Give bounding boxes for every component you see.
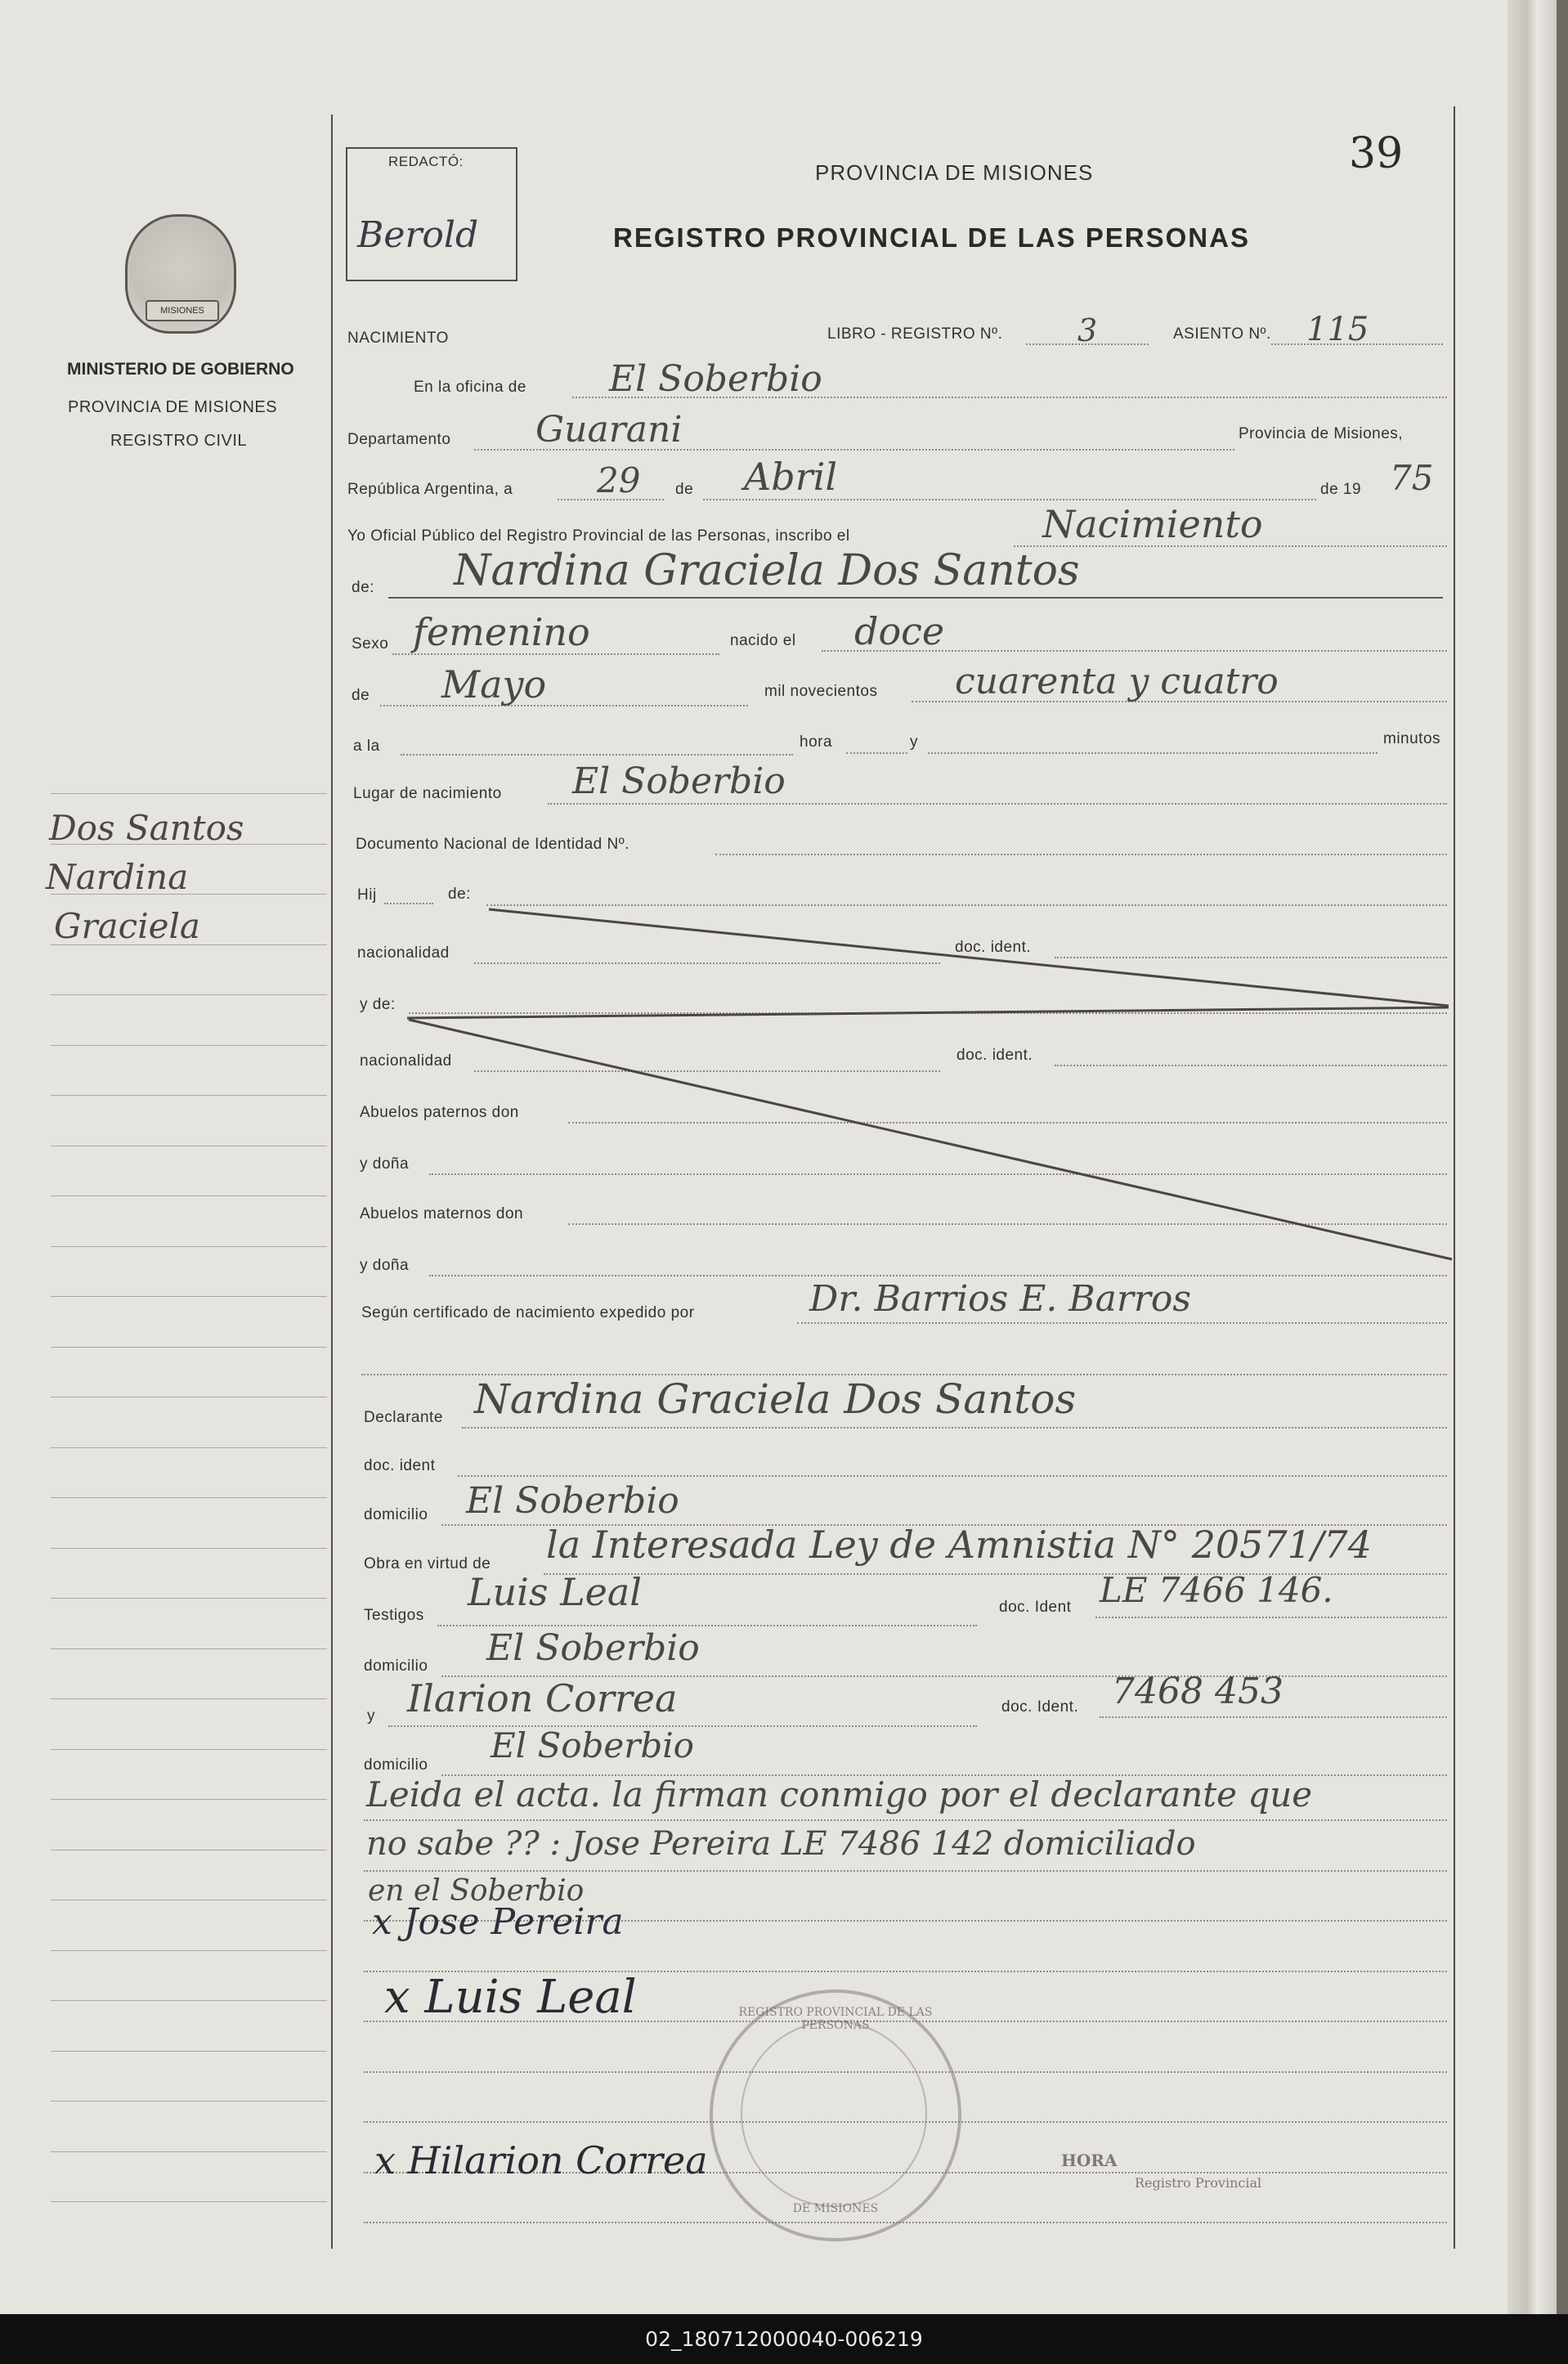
father-de-label: de:: [448, 886, 471, 903]
asiento-label: ASIENTO Nº.: [1173, 325, 1271, 343]
month2-value: Mayo: [441, 662, 547, 707]
margin-note-surname: Dos Santos: [49, 808, 244, 848]
page-number: 39: [1349, 129, 1404, 178]
margin-note-firstname: Nardina: [46, 857, 189, 897]
signature-1: x Jose Pereira: [372, 1901, 624, 1943]
abuelos-paternos-label: Abuelos paternos don: [360, 1104, 519, 1121]
mother-yde-label: y de:: [360, 996, 396, 1013]
name-de-label: de:: [352, 579, 374, 596]
docident-3-label: doc. ident: [364, 1457, 436, 1474]
docident-5-label: doc. Ident.: [1001, 1698, 1079, 1716]
closing-ruled-line: [364, 1870, 1447, 1872]
testigo-2-y-label: y: [367, 1707, 375, 1725]
margin-ruled-line: [51, 1347, 327, 1348]
margin-ruled-line: [51, 2151, 327, 2152]
docident-3-line: [458, 1475, 1447, 1477]
margin-ruled-line: [51, 1497, 327, 1498]
departamento-label: Departamento: [347, 431, 451, 448]
closing-line-2: no sabe ?? : Jose Pereira LE 7486 142 domiciliado: [366, 1825, 1196, 1863]
ydona-1-label: y doña: [360, 1155, 410, 1173]
nacido-value: doce: [854, 609, 945, 653]
docident-4-label: doc. Ident: [999, 1599, 1072, 1616]
name-value: Nardina Graciela Dos Santos: [454, 546, 1080, 595]
sexo-value: femenino: [413, 610, 590, 654]
domicilio-2-label: domicilio: [364, 1657, 428, 1675]
oficial-value: Nacimiento: [1042, 502, 1263, 546]
margin-ruled-line: [51, 1749, 327, 1750]
caption-bar: [0, 2314, 1568, 2364]
year-value: 75: [1390, 458, 1434, 498]
round-stamp-inner-ring: [741, 2021, 927, 2207]
y-label: y: [910, 733, 918, 751]
round-stamp-bottom: DE MISIONES: [792, 2202, 879, 2215]
rect-stamp-line-2: Registro Provincial: [1135, 2175, 1262, 2191]
margin-ruled-line: [51, 1548, 327, 1549]
margin-ruled-line: [51, 2000, 327, 2001]
record-type-label: NACIMIENTO: [347, 330, 449, 347]
docident-1-label: doc. ident.: [955, 939, 1032, 956]
redacto-signature: Berold: [357, 214, 479, 256]
abuelos-maternos-label: Abuelos maternos don: [360, 1205, 524, 1222]
signature-3: x Hilarion Correa: [374, 2138, 708, 2182]
minutos-label: minutos: [1383, 730, 1441, 747]
left-province-label: PROVINCIA DE MISIONES: [68, 398, 278, 416]
testigos-label: Testigos: [364, 1607, 424, 1624]
closing-line-1: Leida el acta. la firman conmigo por el declarante que: [366, 1774, 1313, 1814]
emblem-ribbon: MISIONES: [146, 300, 219, 321]
sexo-label: Sexo: [352, 635, 389, 653]
ala-label: a la: [353, 738, 380, 755]
month-value: Abril: [744, 455, 838, 499]
mil-value: cuarenta y cuatro: [955, 661, 1279, 702]
closing-ruled-line: [364, 1819, 1447, 1821]
nacionalidad-2-label: nacionalidad: [360, 1052, 452, 1070]
registry-label: REGISTRO CIVIL: [110, 432, 248, 450]
signature-2: x Luis Leal: [384, 1971, 637, 2024]
margin-ruled-line: [51, 2051, 327, 2052]
domicilio-3-value: El Soberbio: [491, 1725, 694, 1765]
domicilio-2-value: El Soberbio: [486, 1627, 700, 1669]
segun-line: [797, 1322, 1447, 1324]
redacto-label: REDACTÓ:: [388, 154, 464, 169]
month2-de-label: de: [352, 687, 370, 704]
day-value: 29: [597, 460, 641, 500]
header-province: PROVINCIA DE MISIONES: [815, 160, 1094, 185]
hij-label: Hij: [357, 886, 377, 904]
obra-label: Obra en virtud de: [364, 1555, 491, 1572]
republica-label: República Argentina, a: [347, 481, 513, 498]
nacido-label: nacido el: [730, 632, 796, 649]
margin-ruled-line: [51, 2201, 327, 2202]
margin-ruled-line: [51, 1598, 327, 1599]
round-stamp-text: REGISTRO PROVINCIAL DE LAS PERSONAS: [738, 2006, 933, 2032]
segun-label: Según certificado de nacimiento expedido por: [361, 1304, 695, 1321]
margin-ruled-line: [51, 1698, 327, 1699]
header-title: REGISTRO PROVINCIAL DE LAS PERSONAS: [613, 222, 1250, 253]
oficina-label: En la oficina de: [414, 379, 526, 396]
domicilio-1-value: El Soberbio: [466, 1480, 679, 1522]
cancel-line-top: [489, 909, 1449, 1006]
asiento-value: 115: [1306, 311, 1369, 348]
departamento-value: Guarani: [535, 409, 683, 451]
declarante-label: Declarante: [364, 1409, 443, 1426]
domicilio-1-label: domicilio: [364, 1506, 428, 1523]
lugar-label: Lugar de nacimiento: [353, 785, 502, 802]
hora-label: hora: [800, 733, 833, 751]
cancel-line-bottom: [409, 1020, 1452, 1259]
provincia-label: Provincia de Misiones,: [1239, 425, 1404, 442]
libro-label: LIBRO - REGISTRO Nº.: [827, 325, 1003, 343]
declarante-line: [462, 1427, 1447, 1429]
closing-ruled-line: [364, 2222, 1447, 2223]
testigo-1-value: Luis Leal: [468, 1570, 643, 1614]
mil-label: mil novecientos: [764, 683, 878, 700]
declarante-value: Nardina Graciela Dos Santos: [474, 1375, 1077, 1423]
margin-ruled-line: [51, 1799, 327, 1800]
obra-value: la Interesada Ley de Amnistia N° 20571/74: [546, 1523, 1372, 1567]
ydona-2-label: y doña: [360, 1257, 410, 1274]
round-stamp: [710, 1989, 961, 2241]
rectangular-stamp: [1053, 2142, 1274, 2224]
cancel-line-middle: [407, 1007, 1449, 1018]
margin-ruled-line: [51, 1447, 327, 1448]
dni-label: Documento Nacional de Identidad Nº.: [356, 836, 629, 853]
closing-line-3: en el Soberbio: [368, 1874, 585, 1908]
testigo-1-doc: LE 7466 146.: [1100, 1570, 1333, 1610]
image-caption: 02_180712000040-006219: [645, 2327, 923, 2351]
testigo-2-doc: 7468 453: [1112, 1671, 1284, 1712]
docident-4-line: [1095, 1617, 1447, 1618]
rect-stamp-line-1: HORA: [1061, 2151, 1118, 2170]
oficial-label: Yo Oficial Público del Registro Provincial de las Personas, inscribo el: [347, 527, 850, 545]
year-label: de 19: [1320, 481, 1362, 498]
domicilio-3-label: domicilio: [364, 1756, 428, 1774]
ministry-label: MINISTERIO DE GOBIERNO: [67, 360, 294, 379]
margin-ruled-line: [51, 1950, 327, 1951]
lugar-value: El Soberbio: [572, 760, 786, 802]
nacionalidad-1-label: nacionalidad: [357, 944, 450, 962]
docident-5-line: [1100, 1716, 1447, 1718]
segun-value: Dr. Barrios E. Barros: [809, 1278, 1192, 1320]
oficina-value: El Soberbio: [609, 358, 822, 400]
testigo-2-value: Ilarion Correa: [407, 1676, 678, 1720]
margin-ruled-line: [51, 2101, 327, 2102]
docident-2-label: doc. ident.: [956, 1047, 1033, 1064]
testigo-1-line: [437, 1625, 977, 1626]
margin-note-middlename: Graciela: [54, 906, 200, 946]
libro-value: 3: [1077, 312, 1098, 348]
month-de-label: de: [675, 481, 694, 498]
